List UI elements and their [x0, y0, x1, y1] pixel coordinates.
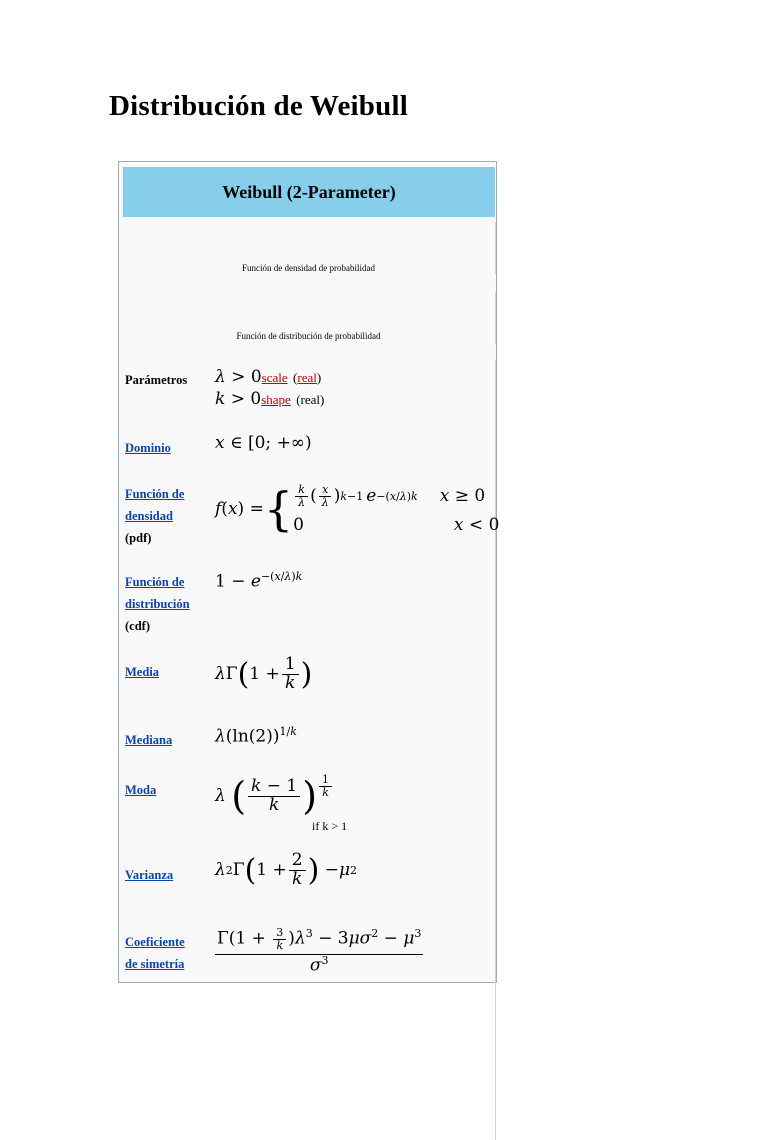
- densidad-link-2[interactable]: densidad: [125, 509, 173, 523]
- label-moda: [125, 779, 156, 801]
- distribucion-abbr: (cdf): [125, 619, 150, 633]
- value-dominio: x ∈ [0; +∞): [215, 433, 312, 453]
- value-distribucion: $1 - e^{-(x/\lambda)k}$: [215, 570, 303, 592]
- densidad-abbr: (pdf): [125, 531, 152, 545]
- simetria-link-2[interactable]: de simetría: [125, 957, 185, 971]
- label-media: [125, 661, 159, 683]
- value-media: λ Γ ( 1 + $\frac{1}{k}$ ): [215, 654, 313, 693]
- value-simetria: Γ(1 + $\frac{3}{k}$ )$\lambda^3 - 3\mu\sigma^2 - \mu^3$ $\sigma^3$: [217, 926, 422, 976]
- pdf-caption: Función de densidad de probabilidad: [242, 263, 375, 273]
- label-dominio: [125, 437, 171, 459]
- page-title: Distribución de Weibull: [109, 90, 408, 122]
- cdf-caption: Función de distribución de probabilidad: [236, 331, 381, 341]
- mediana-link[interactable]: Mediana: [125, 733, 173, 747]
- distribucion-link-1[interactable]: Función de: [125, 575, 185, 589]
- value-mediana: $\lambda(\ln(2))^{1/k}$: [215, 725, 297, 747]
- media-link[interactable]: Media: [125, 665, 160, 679]
- scale-link[interactable]: scale: [261, 370, 288, 385]
- simetria-link-1[interactable]: Coeficiente: [125, 935, 185, 949]
- moda-condition: if k > 1: [312, 819, 348, 833]
- infobox: [118, 161, 500, 983]
- real-link[interactable]: real: [297, 370, 317, 385]
- value-parametros: λ > 0scale (real) k > 0shape (real): [215, 367, 325, 409]
- distribucion-link-2[interactable]: distribución: [125, 597, 190, 611]
- label-parametros: Parámetros: [125, 373, 188, 387]
- moda-link[interactable]: Moda: [125, 783, 157, 797]
- infobox-title: Weibull (2-Parameter): [123, 167, 495, 217]
- value-moda: λ ( $\frac{k - 1}{k}$ ) $\frac{1}{k}$: [215, 774, 334, 818]
- value-densidad: f(x) = { $\frac{k}{\lambda}$ ( $\frac{x}{\lambda}$ ) k−1 e −(x/λ)k x ≥ 0 0 x < 0: [215, 482, 500, 536]
- shape-link[interactable]: shape: [261, 392, 291, 407]
- label-varianza: [125, 864, 173, 886]
- label-simetria: [125, 931, 185, 975]
- real-text: real: [300, 392, 321, 407]
- densidad-link-1[interactable]: Función de: [125, 487, 185, 501]
- dominio-link[interactable]: Dominio: [125, 441, 171, 455]
- label-densidad: [125, 483, 184, 549]
- divider: [495, 360, 496, 1140]
- varianza-link[interactable]: Varianza: [125, 868, 174, 882]
- value-varianza: λ 2 Γ ( 1 + $\frac{2}{k}$ ) − μ 2: [215, 850, 358, 889]
- label-mediana: [125, 729, 172, 751]
- label-distribucion: [125, 571, 190, 637]
